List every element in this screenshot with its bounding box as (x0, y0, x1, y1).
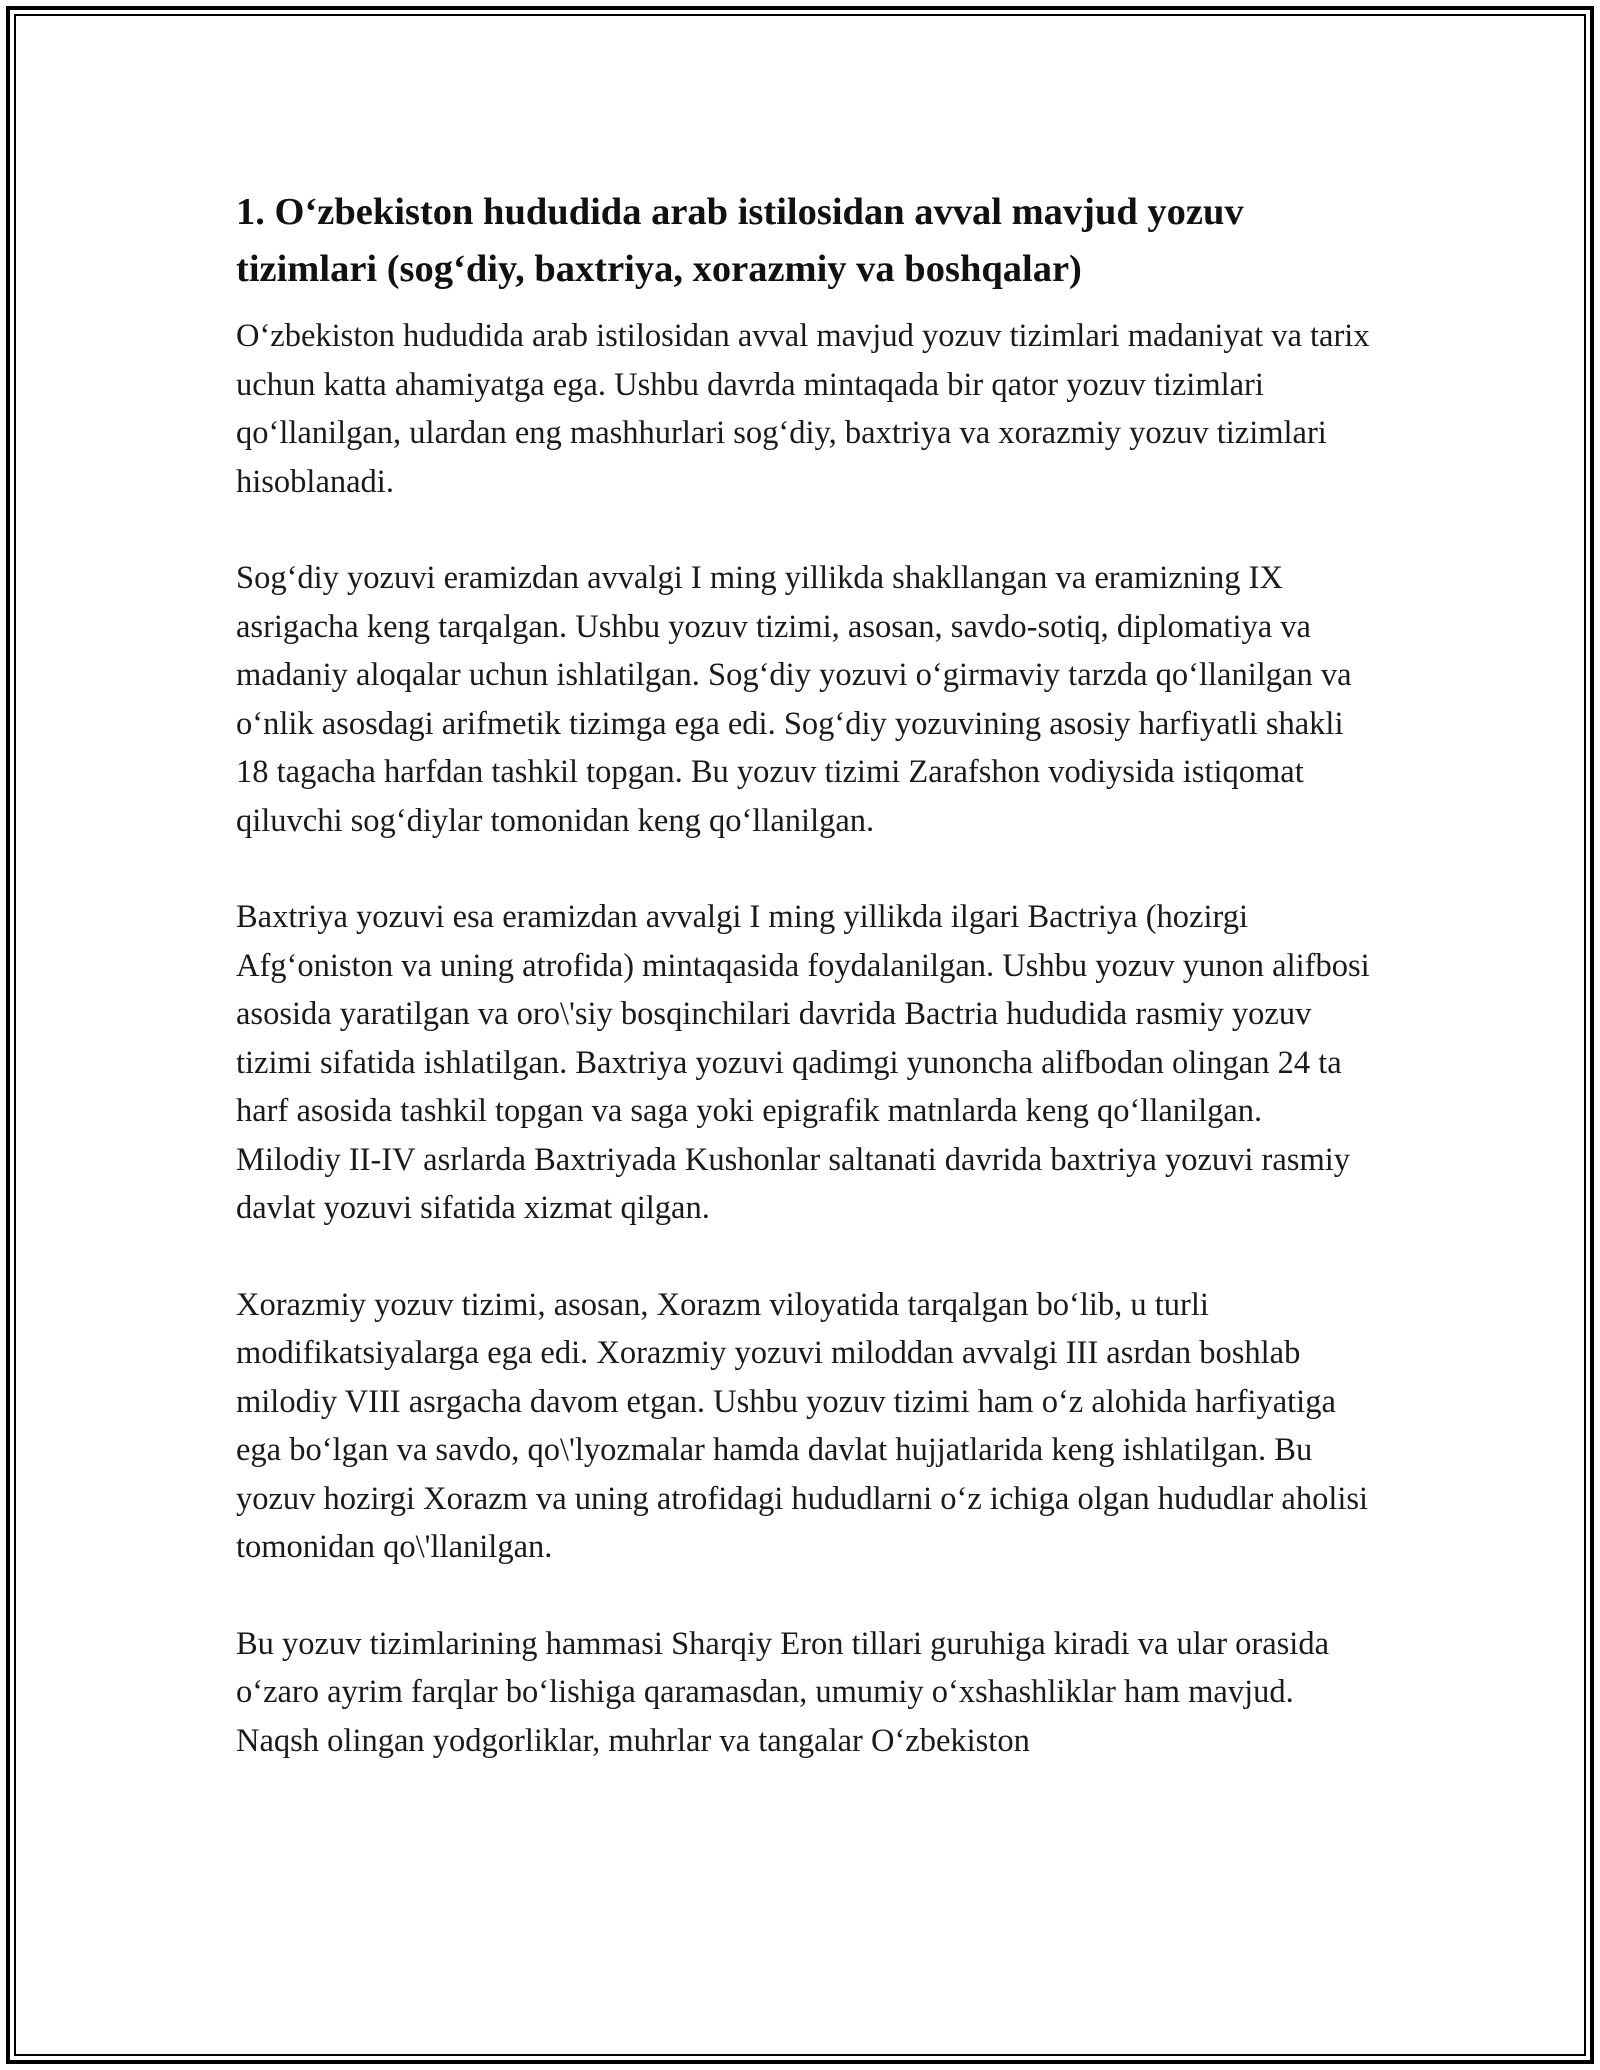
paragraph-sogdian: Sog‘diy yozuvi eramizdan avvalgi I ming yillikda shakllangan va eramizning IX asrigacha keng tarqalgan. Ushbu yozuv tizimi, asosan, savdo-sotiq, diplomatiya va madaniy aloqalar uchun ishlatilgan. Sog‘diy yozuvi o‘girmaviy tarzda qo‘llanilgan va o‘nlik asosdagi arifmetik tizimga ega edi. Sog‘diy yozuvining asosiy harfiyatli shakli 18 tagacha harfdan tashkil topgan. Bu yozuv tizimi Zarafshon vodiysida istiqomat qiluvchi sog‘diylar tomonidan keng qo‘llanilgan. (236, 560, 1352, 839)
paragraph-khwarazmian: Xorazmiy yozuv tizimi, asosan, Xorazm viloyatida tarqalgan bo‘lib, u turli modifikatsiyalarga ega edi. Xorazmiy yozuvi miloddan avvalgi III asrdan boshlab milodiy VIII asrgacha davom etgan. Ushbu yozuv tizimi ham o‘z alohida harfiyatiga ega bo‘lgan va savdo, qo\'lyozmalar hamda davlat hujjatlarida keng ishlatilgan. Bu yozuv hozirgi Xorazm va uning atrofidagi hududlarni o‘z ichiga olgan hududlar aholisi tomonidan qo\'llanilgan. (236, 1286, 1369, 1565)
paragraph-bactrian: Baxtriya yozuvi esa eramizdan avvalgi I ming yillikda ilgari Bactriya (hozirgi Afg‘oniston va uning atrofida) mintaqasida foydalanilgan. Ushbu yozuv yunon alifbosi asosida yaratilgan va oro\'siy bosqinchilari davrida Bactria hududida rasmiy yozuv tizimi sifatida ishlatilgan. Baxtriya yozuvi qadimgi yunoncha alifbodan olingan 24 ta harf asosida tashkil topgan va saga yoki epigrafik matnlarda keng qo‘llanilgan. Milodiy II-IV asrlarda Baxtriyada Kushonlar saltanati davrida baxtriya yozuvi rasmiy davlat yozuvi sifatida xizmat qilgan. (236, 899, 1370, 1226)
document-body (236, 184, 1370, 1813)
section-heading: 1. O‘zbekiston hududida arab istilosidan avval mavjud yozuv tizimlari (sog‘diy, baxtriya, xorazmiy va boshqalar) (236, 191, 1244, 290)
paragraph-summary: Bu yozuv tizimlarining hammasi Sharqiy Eron tillari guruhiga kiradi va ular orasida o‘zaro ayrim farqlar bo‘lishiga qaramasdan, umumiy o‘xshashliklar ham mavjud. Naqsh olingan yodgorliklar, muhrlar va tangalar O‘zbekiston (236, 1625, 1330, 1759)
paragraph-intro: O‘zbekiston hududida arab istilosidan avval mavjud yozuv tizimlari madaniyat va tarix uchun katta ahamiyatga ega. Ushbu davrda mintaqada bir qator yozuv tizimlari qo‘llanilgan, ulardan eng mashhurlari sog‘diy, baxtriya va xorazmiy yozuv tizimlari hisoblanadi. (236, 318, 1370, 500)
